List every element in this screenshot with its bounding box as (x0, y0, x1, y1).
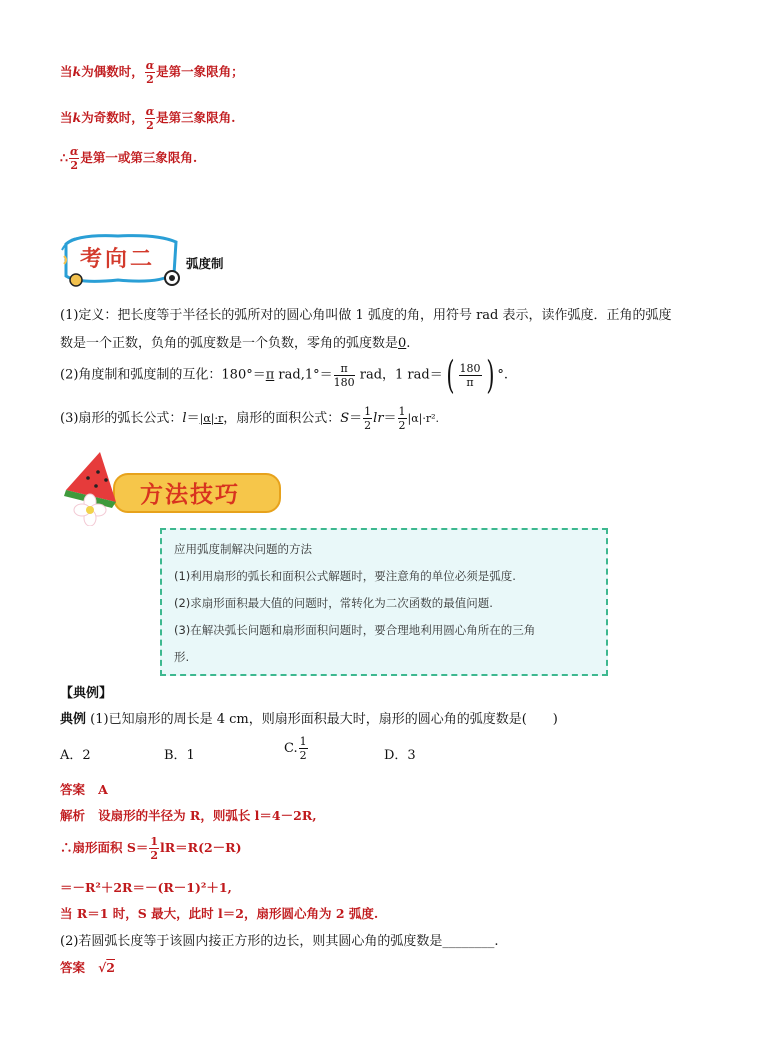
denominator: 2 (146, 119, 154, 132)
denominator: 2 (364, 419, 372, 432)
text: 设扇形的半径为 R，则弧长 l＝4－2R, (98, 808, 317, 823)
denominator: 2 (146, 73, 154, 86)
numerator: 1 (398, 405, 406, 418)
numerator: 1 (299, 735, 307, 748)
question-2: (2)若圆弧长度等于该圆内接正方形的边长，则其圆心角的弧度数是________. (60, 934, 499, 949)
text: 为偶数时， (81, 64, 144, 79)
fraction (149, 836, 159, 861)
method-banner (60, 448, 282, 526)
therefore-symbol: ∴ (60, 150, 68, 165)
text: C. (284, 741, 298, 756)
denominator: 180 (333, 375, 355, 389)
answer-label: 答案 (60, 960, 86, 975)
option-d: D．3 (384, 748, 416, 763)
right-paren: ) (485, 353, 495, 397)
method-tip-box (160, 528, 608, 676)
text: (2)角度制和弧度制的互化：180°＝ (60, 367, 266, 383)
sqrt-symbol: √ (98, 960, 107, 975)
numerator: 180 (459, 361, 481, 375)
numerator: π (334, 363, 355, 376)
solution-line-4: 当 R＝1 时，S 最大，此时 l＝2，扇形圆心角为 2 弧度. (60, 906, 379, 921)
solution-label: 解析 (60, 808, 86, 823)
denominator: 2 (70, 159, 79, 172)
section-badge (58, 230, 188, 292)
text: 是第三象限角. (156, 110, 236, 125)
zero-value: 0 (398, 336, 407, 351)
question-label: 典例 (60, 712, 87, 727)
solution-line-3: ＝－R²＋2R＝－(R－1)²＋1, (60, 880, 232, 895)
answer-value: 2 (106, 960, 115, 975)
var-k: k (72, 64, 82, 79)
fraction (145, 60, 155, 85)
answer-value: A (98, 782, 108, 797)
text: °. (497, 367, 509, 383)
var-lr: lr (373, 411, 384, 426)
numerator: α (145, 59, 155, 72)
banner-text: 方法技巧 (140, 481, 240, 508)
var-S: S (340, 411, 350, 426)
option-b: B．1 (164, 748, 195, 763)
section-title: 弧度制 (186, 256, 224, 271)
numerator: α (69, 145, 79, 158)
text: 是第一或第三象限角. (80, 150, 198, 165)
pi-value: π (265, 367, 275, 383)
question-text: (1)已知扇形的周长是 4 cm，则扇形面积最大时，扇形的圆心角的弧度数是( ) (86, 712, 558, 727)
text: ，扇形的面积公式： (223, 411, 341, 426)
text: ＝ (383, 411, 397, 426)
answer-2 (60, 958, 115, 976)
answer-1 (60, 780, 108, 798)
example-header: 【典例】 (60, 686, 113, 701)
var-k: k (72, 110, 82, 125)
text: rad，1 rad＝ (355, 367, 443, 383)
numerator: 1 (364, 405, 372, 418)
text: . (406, 336, 411, 351)
denominator: π (466, 375, 474, 389)
text: 为奇数时， (81, 110, 144, 125)
text: rad,1°＝ (274, 367, 333, 383)
sector-formula-line (60, 406, 439, 431)
text: (3)扇形的弧长公式： (60, 411, 183, 426)
fraction (363, 406, 372, 431)
text: 当 (60, 110, 73, 125)
denominator: 2 (150, 849, 159, 862)
solution-line-2 (60, 836, 242, 861)
fraction (459, 363, 482, 388)
case-even-line (60, 60, 244, 85)
solution-line-1 (60, 806, 317, 824)
fraction (145, 106, 155, 131)
question-1 (60, 708, 558, 727)
fraction (69, 146, 79, 171)
denominator: 2 (299, 749, 307, 762)
area-formula-tail: |α|·r². (407, 412, 440, 425)
var-l: l (182, 411, 187, 426)
badge-text: 考向二 (80, 246, 156, 272)
text: 数是一个正数，负角的弧度数是一个负数，零角的弧度数是 (60, 336, 399, 351)
option-c (284, 736, 309, 761)
conversion-line (60, 353, 509, 397)
text: ＝ (186, 411, 200, 426)
denominator: 2 (398, 419, 406, 432)
arc-formula: |α|·r (199, 412, 224, 425)
text: ＝ (349, 411, 363, 426)
tip-title: 应用弧度制解决问题的方法 (174, 542, 312, 556)
fraction (398, 406, 407, 431)
tip-item-3-cont: 形. (174, 650, 190, 664)
tip-item-1: (1)利用扇形的弧长和面积公式解题时，要注意角的单位必须是弧度. (174, 569, 516, 583)
conclusion-line (60, 146, 197, 171)
text: 是第一象限角； (156, 64, 244, 79)
definition-line-2 (60, 330, 740, 358)
text: ∴扇形面积 S＝ (60, 840, 149, 855)
fraction (334, 363, 355, 388)
fraction (299, 736, 308, 761)
option-a: A．2 (60, 748, 91, 763)
case-odd-line (60, 106, 236, 131)
answer-label: 答案 (60, 782, 86, 797)
tip-item-2: (2)求扇形面积最大值的问题时，常转化为二次函数的最值问题. (174, 596, 493, 610)
numerator: α (145, 105, 155, 118)
left-paren: ( (446, 353, 455, 397)
numerator: 1 (150, 835, 159, 848)
definition-paragraph (60, 302, 740, 358)
definition-line-1: (1)定义：把长度等于半径长的弧所对的圆心角叫做 1 弧度的角，用符号 rad 表示，读作弧度．正角的弧度 (60, 308, 672, 323)
text: lR＝R(2－R) (160, 840, 242, 855)
tip-item-3: (3)在解决弧长问题和扇形面积问题时，要合理地利用圆心角所在的三角 (174, 623, 536, 637)
text: 当 (60, 64, 73, 79)
